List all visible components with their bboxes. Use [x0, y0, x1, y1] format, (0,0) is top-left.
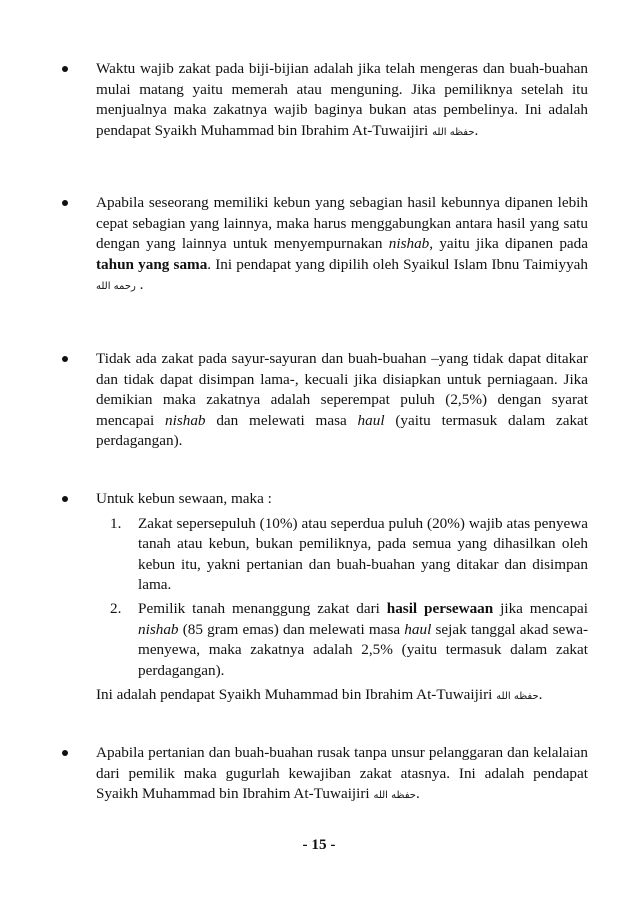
bullet-item-rusak — [62, 743, 588, 807]
italic-term: haul — [357, 411, 385, 429]
bullet-text — [96, 193, 588, 298]
paragraph — [96, 193, 588, 298]
italic-term: nishab — [165, 411, 206, 429]
italic-term: haul — [404, 620, 432, 638]
text-run: Waktu wajib zakat pada biji-bijian adalah jika telah mengeras dan buah-buahan mulai matang yaitu memerah atau menguning. Jika pemiliknya setelah itu menjualnya maka zakatnya wajib baginya bukan atas pembelinya. Ini adalah pendapat Syaikh Muhammad bin Ibrahim At-Tuwaijiri — [96, 60, 588, 139]
text-run: . Ini pendapat yang dipilih oleh Syaikul Islam Ibnu Taimiyyah — [207, 255, 589, 273]
text-run: Apabila seseorang memiliki kebun yang sebagian hasil kebunnya dipanen lebih cepat sebagian yang lainnya, maka harus menggabungkan antara hasil yang satu dengan yang lainnya untuk menyempurnakan — [96, 194, 588, 253]
paragraph — [96, 743, 588, 807]
text-run: . — [415, 785, 420, 803]
bullet-marker — [62, 356, 68, 362]
text-run: (85 gram emas) dan melewati masa — [178, 620, 405, 638]
bullet-item-sayur-sayuran — [62, 349, 588, 452]
numbered-item-1 — [110, 514, 588, 596]
bold-term: tahun yang sama — [96, 255, 208, 273]
text-run: , yaitu jika dipanen pada — [429, 235, 588, 253]
bullet-item-kebun-sewaan — [62, 489, 588, 708]
text-run: Tidak ada zakat pada sayur-sayuran dan buah-buahan –yang tidak dapat ditakar dan tidak dapat disimpan lama-, kecuali jika disiapkan untuk perniagaan. Jika demikian maka zakatnya adalah seperempat puluh (2,5%) dengan syarat mencapai — [96, 350, 588, 429]
bullet-text — [96, 59, 588, 143]
paragraph — [138, 599, 588, 681]
paragraph — [96, 349, 588, 452]
arabic-honorific: رحمه الله — [96, 281, 136, 293]
paragraph — [96, 59, 588, 143]
page-number: - 15 - — [302, 836, 336, 853]
text-run: (yaitu termasuk dalam zakat perdagangan). — [96, 411, 589, 450]
bullet-item-waktu-wajib — [62, 59, 588, 143]
bullet-marker — [62, 200, 68, 206]
text-run: Apabila pertanian dan buah-buahan rusak tanpa unsur pelanggaran dan kelalaian dari pemilik maka gugurlah kewajiban zakat atasnya. Ini adalah pendapat Syaikh Muhammad bin Ibrahim At-Tuwaijiri — [96, 744, 588, 803]
bullet-text — [96, 743, 588, 807]
text-run: sejak tanggal akad sewa-menyewa, maka zakatnya adalah 2,5% (yaitu termasuk dalam zakat perdagangan). — [138, 620, 589, 679]
item-number: 1. — [110, 514, 122, 532]
paragraph — [138, 514, 588, 596]
item-number: 2. — [110, 599, 122, 617]
text-run: Untuk kebun sewaan, maka : — [96, 490, 272, 507]
text-run: Ini adalah pendapat Syaikh Muhammad bin Ibrahim At-Tuwaijiri — [96, 686, 497, 704]
bullet-item-kebun-panen — [62, 193, 588, 298]
text-run: . — [135, 276, 144, 294]
text-run: dan melewati masa — [205, 411, 358, 429]
text-run: jika mencapai — [493, 599, 588, 617]
bold-term: hasil persewaan — [386, 599, 494, 617]
text-run: Pemilik tanah menanggung zakat dari — [138, 599, 387, 617]
arabic-honorific: حفظه الله — [432, 126, 475, 138]
bullet-marker — [62, 66, 68, 72]
bullet-marker — [62, 750, 68, 756]
bullet-text — [96, 489, 588, 708]
arabic-honorific: حفظه الله — [373, 790, 416, 802]
italic-term: nishab — [138, 620, 179, 638]
bullet-marker — [62, 496, 68, 502]
numbered-item-2 — [110, 599, 588, 681]
bullet-text — [96, 349, 588, 452]
paragraph-intro — [96, 489, 588, 510]
arabic-honorific: حفظه الله — [496, 691, 539, 703]
paragraph-closing — [96, 685, 588, 708]
text-run: . — [538, 686, 543, 704]
italic-term: nishab — [388, 235, 430, 253]
text-run: Zakat sepersepuluh (10%) atau seperdua puluh (20%) wajib atas penyewa tanah atau kebun, bukan pemiliknya, pada semua yang dihasilkan oleh kebun itu, yakni pertanian dan buah-buahan yang ditakar dan disimpan lama. — [138, 514, 588, 594]
text-run: . — [474, 121, 479, 139]
